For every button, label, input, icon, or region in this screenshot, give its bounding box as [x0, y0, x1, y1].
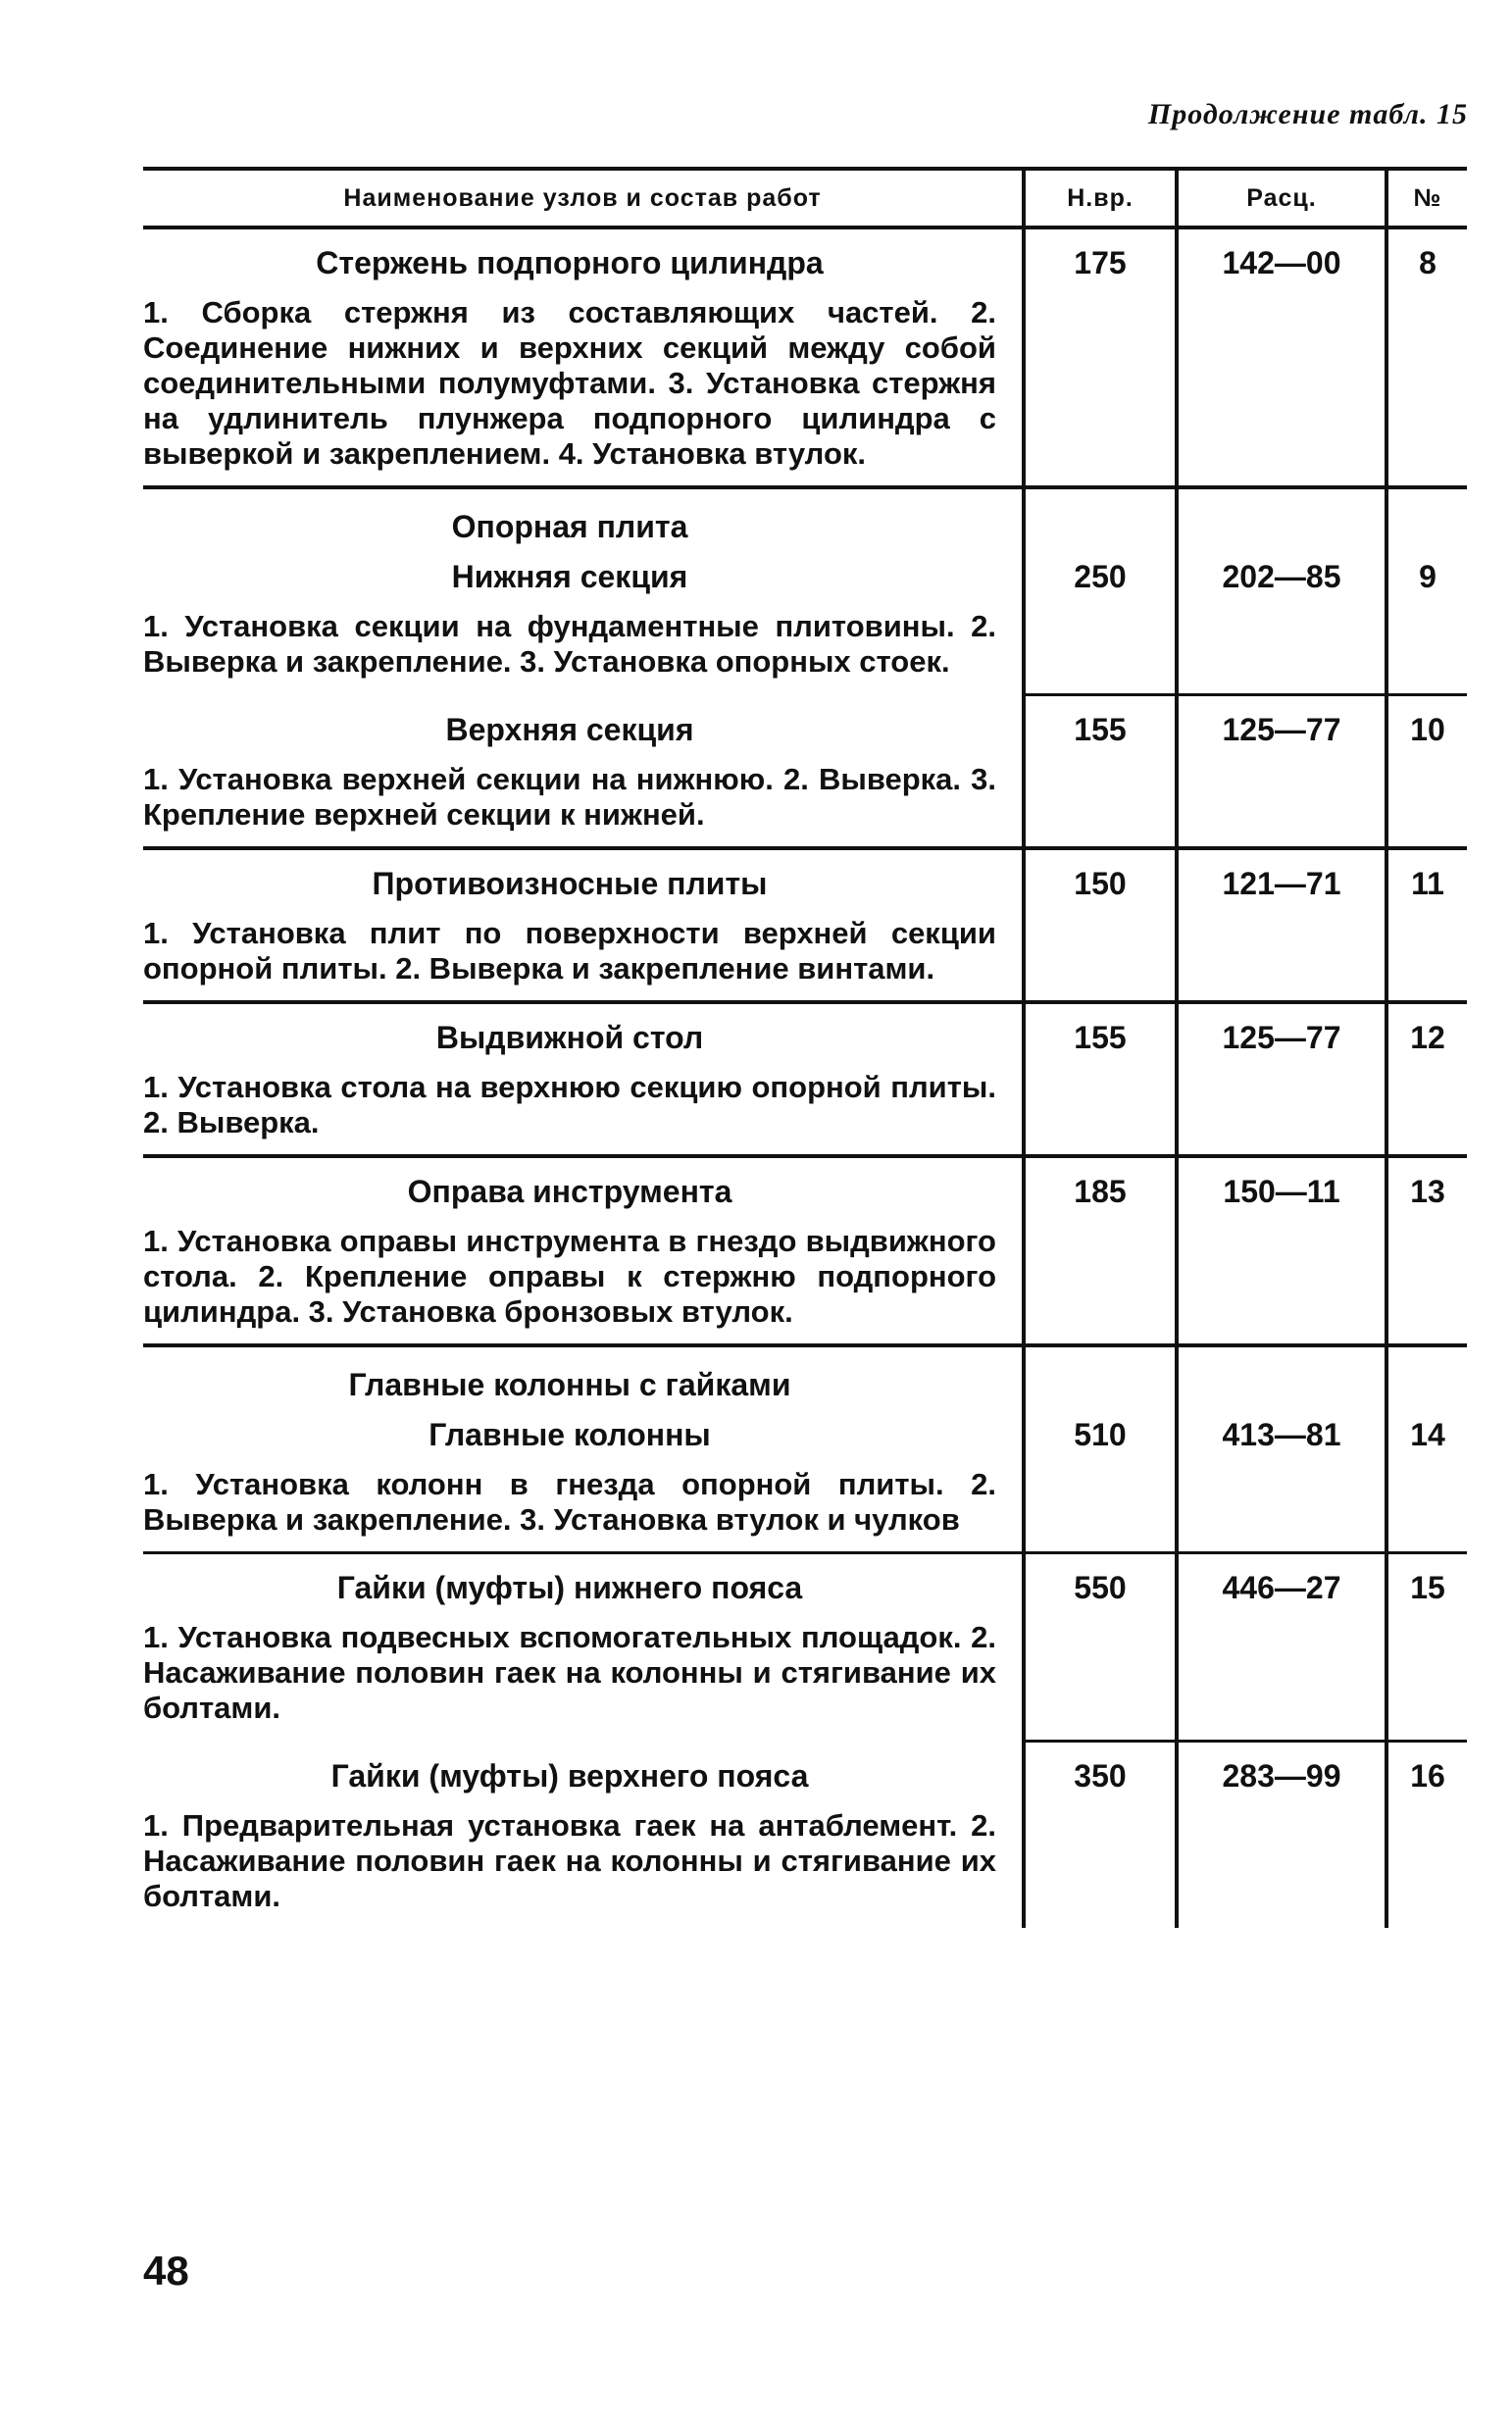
header-rate: Расц. [1175, 171, 1385, 226]
row-title: Верхняя секция [445, 712, 694, 747]
table-group [143, 850, 1467, 1004]
row-title: Гайки (муфты) нижнего пояса [336, 1570, 803, 1605]
row-description: 1. Предварительная установка гаек на антаблемент. 2. Насаживание половин гаек на колонны и стягивание их болтами. [143, 1808, 996, 1913]
row-rate: 125—77 [1175, 696, 1385, 846]
work-norms-table [143, 167, 1467, 1928]
row-time-norm: 150 [1022, 850, 1175, 1000]
row-description: 1. Установка стола на верхнюю секцию опорной плиты. 2. Выверка. [143, 1070, 996, 1139]
row-title: Оправа инструмента [407, 1174, 732, 1209]
row-rate: 142—00 [1175, 229, 1385, 485]
table-row [143, 1743, 1467, 1928]
table-continuation-caption: Продолжение табл. 15 [1147, 98, 1468, 130]
table-row [143, 1158, 1467, 1343]
table-group [143, 1004, 1467, 1158]
table-row [143, 850, 1467, 1000]
row-description: 1. Установка верхней секции на нижнюю. 2. Выверка. 3. Крепление верхней секции к нижней. [143, 762, 996, 832]
row-number: 8 [1385, 229, 1467, 485]
row-title: Стержень подпорного цилиндра [316, 245, 824, 280]
row-number: 12 [1385, 1004, 1467, 1154]
row-rate: 283—99 [1175, 1743, 1385, 1928]
header-number: № [1385, 171, 1467, 226]
row-description: 1. Сборка стержня из составляющих частей. 2. Соединение нижних и верхних секций между собой соединительными полумуфтами. 3. Установка стержня на удлинитель плунжера подпорного цилиндра с выверкой и закреплением. 4. Установка втулок. [143, 295, 996, 471]
row-time-norm: 510 [1022, 1417, 1175, 1551]
table-row [143, 1554, 1467, 1740]
table-row [143, 696, 1467, 846]
table-group [143, 489, 1467, 850]
row-time-norm: 155 [1022, 696, 1175, 846]
row-title: Гайки (муфты) верхнего пояса [330, 1758, 809, 1794]
table-group [143, 229, 1467, 489]
row-time-norm: 550 [1022, 1554, 1175, 1740]
row-title: Нижняя секция [451, 559, 688, 594]
row-description: 1. Установка подвесных вспомогательных площадок. 2. Насаживание половин гаек на колонны и стягивание их болтами. [143, 1620, 996, 1725]
row-title: Главные колонны [428, 1417, 711, 1452]
table-header [143, 167, 1467, 229]
table-row [143, 1417, 1467, 1551]
row-description: 1. Установка секции на фундаментные плитовины. 2. Выверка и закрепление. 3. Установка опорных стоек. [143, 609, 996, 679]
table-row [143, 1004, 1467, 1154]
row-description: 1. Установка колонн в гнезда опорной плиты. 2. Выверка и закрепление. 3. Установка втулок и чулков [143, 1467, 996, 1537]
header-name: Наименование узлов и состав работ [343, 183, 822, 212]
row-rate: 125—77 [1175, 1004, 1385, 1154]
row-time-norm: 350 [1022, 1743, 1175, 1928]
row-number: 9 [1385, 559, 1467, 693]
row-number: 10 [1385, 696, 1467, 846]
row-number: 14 [1385, 1417, 1467, 1551]
row-title: Противоизносные плиты [372, 866, 768, 901]
page-number: 48 [143, 2248, 189, 2294]
table-group [143, 1158, 1467, 1347]
row-rate: 413—81 [1175, 1417, 1385, 1551]
table-row [143, 559, 1467, 693]
row-rate: 121—71 [1175, 850, 1385, 1000]
row-number: 15 [1385, 1554, 1467, 1740]
header-time-norm: Н.вр. [1022, 171, 1175, 226]
row-number: 13 [1385, 1158, 1467, 1343]
row-rate: 446—27 [1175, 1554, 1385, 1740]
row-description: 1. Установка плит по поверхности верхней секции опорной плиты. 2. Выверка и закрепление винтами. [143, 916, 996, 986]
row-rate: 202—85 [1175, 559, 1385, 693]
row-title: Выдвижной стол [435, 1020, 704, 1055]
row-description: 1. Установка оправы инструмента в гнездо выдвижного стола. 2. Крепление оправы к стержню подпорного цилиндра. 3. Установка бронзовых втулок. [143, 1224, 996, 1329]
row-time-norm: 185 [1022, 1158, 1175, 1343]
row-number: 16 [1385, 1743, 1467, 1928]
row-time-norm: 250 [1022, 559, 1175, 693]
row-number: 11 [1385, 850, 1467, 1000]
row-time-norm: 175 [1022, 229, 1175, 485]
group-title: Опорная плита [451, 509, 688, 544]
table-group [143, 1347, 1467, 1928]
row-rate: 150—11 [1175, 1158, 1385, 1343]
group-title: Главные колонны с гайками [348, 1367, 791, 1402]
row-time-norm: 155 [1022, 1004, 1175, 1154]
table-row [143, 229, 1467, 485]
